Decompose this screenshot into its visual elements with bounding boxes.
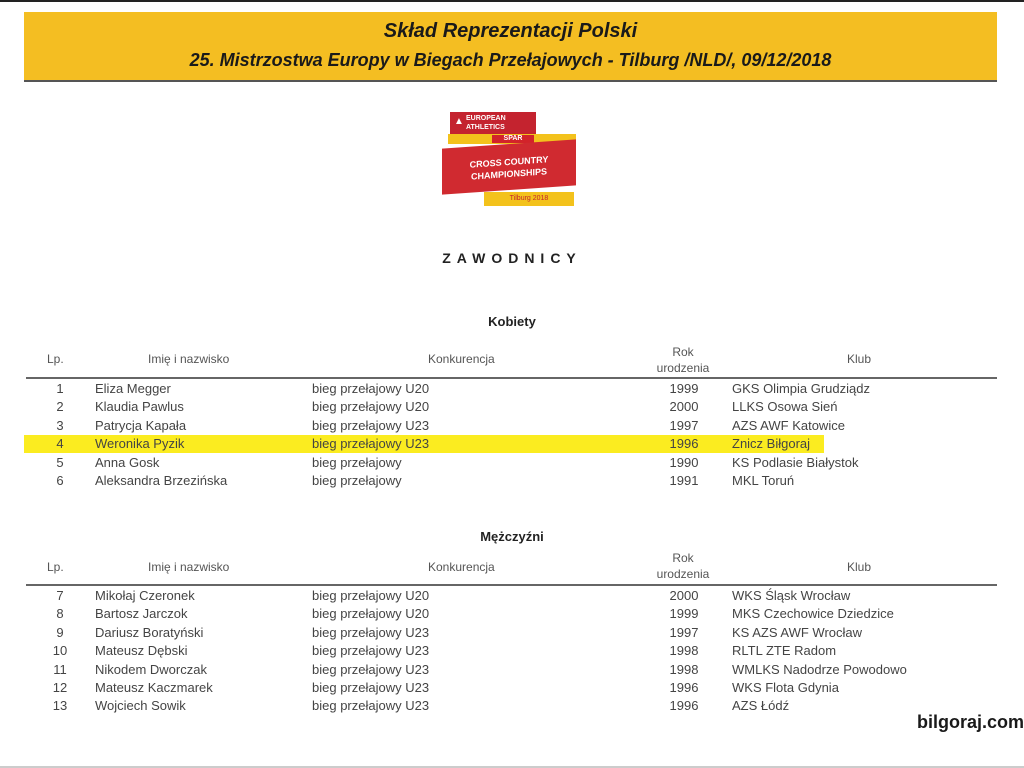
cell-club: RLTL ZTE Radom (732, 643, 837, 658)
table-row (24, 624, 863, 642)
cell-club: MKL Toruń (732, 473, 795, 488)
table-row (24, 417, 845, 435)
cell-name: Mateusz Kaczmarek (95, 680, 213, 695)
cell-lp: 3 (56, 418, 64, 433)
cell-competition: bieg przełajowy U23 (312, 643, 430, 658)
women-title: Kobiety (488, 314, 536, 329)
cell-name: Dariusz Boratyński (95, 625, 204, 640)
cell-name: Bartosz Jarczok (95, 606, 188, 621)
table-row (24, 605, 894, 623)
logo-main-line-2: CHAMPIONSHIPS (470, 166, 547, 182)
cell-name: Aleksandra Brzezińska (95, 473, 228, 488)
cell-club: KS AZS AWF Wrocław (732, 625, 863, 640)
cell-lp: 8 (56, 606, 64, 621)
cell-competition: bieg przełajowy U23 (312, 625, 430, 640)
header-competition: Konkurencja (428, 352, 495, 366)
cell-year: 1999 (669, 606, 699, 621)
cell-competition: bieg przełajowy U23 (312, 680, 430, 695)
cell-lp: 1 (56, 381, 64, 396)
cell-name: Weronika Pyzik (95, 436, 185, 451)
cell-year: 1990 (669, 455, 699, 470)
table-row-highlighted (24, 435, 824, 453)
table-row (24, 642, 837, 660)
cell-club: WMLKS Nadodrze Powodowo (732, 662, 907, 677)
cell-club: WKS Flota Gdynia (732, 680, 839, 695)
cell-club: AZS Łódź (732, 698, 790, 713)
cell-competition: bieg przełajowy U23 (312, 662, 430, 677)
header-lp: Lp. (47, 352, 64, 366)
header-birth-year (643, 550, 723, 582)
section-title: ZAWODNICY (442, 250, 582, 266)
cell-year: 2000 (669, 588, 699, 603)
men-header-rule (26, 584, 997, 586)
cell-competition: bieg przełajowy U20 (312, 606, 430, 621)
cell-name: Klaudia Pawlus (95, 399, 184, 414)
table-row (24, 380, 870, 398)
table-row (24, 472, 824, 490)
cell-year: 1997 (669, 418, 699, 433)
cell-year: 1998 (669, 643, 699, 658)
table-row (24, 587, 851, 605)
header-club: Klub (847, 352, 872, 366)
site-watermark: bilgoraj.com (916, 712, 1024, 732)
header-name: Imię i nazwisko (148, 560, 230, 574)
top-border (0, 0, 1024, 2)
table-row (24, 697, 824, 715)
cell-lp: 10 (52, 643, 68, 658)
header-club: Klub (847, 560, 872, 574)
cell-year: 1996 (669, 680, 699, 695)
cell-year: 2000 (669, 399, 699, 414)
cell-name: Wojciech Sowik (95, 698, 186, 713)
cell-club: GKS Olimpia Grudziądz (732, 381, 870, 396)
cell-name: Mateusz Dębski (95, 643, 188, 658)
cell-club: KS Podlasie Białystok (732, 455, 859, 470)
logo-european-athletics (450, 112, 536, 134)
championships-logo (440, 110, 585, 210)
cell-name: Eliza Megger (95, 381, 171, 396)
header-lp: Lp. (47, 560, 64, 574)
cell-competition: bieg przełajowy (312, 455, 402, 470)
header-name: Imię i nazwisko (148, 352, 230, 366)
cell-name: Mikołaj Czeronek (95, 588, 195, 603)
cell-competition: bieg przełajowy (312, 473, 402, 488)
cell-year: 1998 (669, 662, 699, 677)
men-title: Mężczyźni (480, 529, 544, 544)
cell-club: WKS Śląsk Wrocław (732, 588, 851, 603)
cell-lp: 13 (52, 698, 68, 713)
cell-club: AZS AWF Katowice (732, 418, 845, 433)
cell-club: MKS Czechowice Dziedzice (732, 606, 894, 621)
document-title: Skład Reprezentacji Polski (383, 20, 638, 42)
cell-competition: bieg przełajowy U23 (312, 418, 430, 433)
logo-main-line-1: CROSS COUNTRY (469, 154, 549, 170)
cell-lp: 11 (53, 662, 67, 677)
cell-lp: 12 (52, 680, 68, 695)
cell-lp: 9 (56, 625, 64, 640)
cell-club: LLKS Osowa Sień (732, 399, 838, 414)
logo-line-1: EUROPEAN (466, 115, 506, 122)
header-birth-year-line-2: urodzenia (656, 567, 710, 581)
header-banner (24, 12, 997, 80)
cell-club: Znicz Biłgoraj (732, 436, 811, 451)
table-row (24, 679, 839, 697)
cell-year: 1996 (669, 698, 699, 713)
cell-lp: 5 (56, 455, 64, 470)
cell-lp: 7 (56, 588, 64, 603)
banner-divider (24, 80, 997, 82)
header-birth-year-line-2: urodzenia (656, 361, 710, 375)
table-row (24, 661, 907, 679)
header-birth-year-line-1: Rok (672, 345, 694, 359)
header-birth-year (643, 344, 723, 376)
cell-competition: bieg przełajowy U23 (312, 698, 430, 713)
logo-spar: SPAR (492, 135, 534, 143)
cell-name: Patrycja Kapała (95, 418, 187, 433)
cell-year: 1999 (669, 381, 699, 396)
header-birth-year-line-1: Rok (672, 551, 694, 565)
table-row (24, 454, 859, 472)
document-subtitle: 25. Mistrzostwa Europy w Biegach Przełajowych - Tilburg /NLD/, 09/12/2018 (189, 50, 832, 70)
cell-competition: bieg przełajowy U23 (312, 436, 430, 451)
cell-competition: bieg przełajowy U20 (312, 381, 430, 396)
women-header-rule (26, 377, 997, 379)
cell-year: 1996 (669, 436, 699, 451)
cell-competition: bieg przełajowy U20 (312, 399, 430, 414)
header-competition: Konkurencja (428, 560, 495, 574)
cell-lp: 6 (56, 473, 64, 488)
logo-athletics-icon: ▲ (454, 116, 464, 127)
cell-name: Anna Gosk (95, 455, 160, 470)
cell-year: 1991 (669, 473, 699, 488)
logo-main-block (442, 139, 576, 194)
cell-competition: bieg przełajowy U20 (312, 588, 430, 603)
table-row (24, 398, 838, 416)
cell-name: Nikodem Dworczak (95, 662, 207, 677)
logo-city: Tilburg 2018 (484, 192, 574, 206)
cell-lp: 2 (56, 399, 64, 414)
logo-line-2: ATHLETICS (466, 124, 505, 131)
cell-lp: 4 (56, 436, 64, 451)
cell-year: 1997 (669, 625, 699, 640)
